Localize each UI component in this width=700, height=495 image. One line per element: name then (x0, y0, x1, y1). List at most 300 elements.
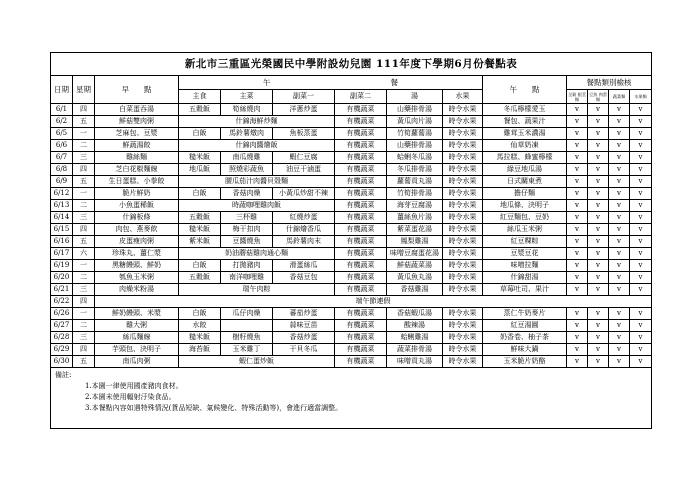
combined-lunch-cell: 時蔬咖哩雞肉飯 (179, 200, 335, 212)
snack-cell: 蒸仁牛奶麥片 (483, 308, 567, 320)
snack-cell: 雞茸玉米濃湯 (483, 128, 567, 140)
soup-cell: 冬瓜排骨湯 (387, 164, 443, 176)
main-dish-cell: 玉米雞丁 (221, 344, 273, 356)
fruit-cell: 時令水果 (443, 272, 483, 284)
side-dish-2-cell: 有機蔬菜 (335, 332, 387, 344)
snack-cell: 鮮味大鍋 (483, 344, 567, 356)
check-vegetables-cell: v (609, 188, 630, 200)
staple-cell: 水餃 (179, 320, 221, 332)
snack-cell: 紅豆湯圓 (483, 320, 567, 332)
check-vegetables-cell: v (609, 272, 630, 284)
snack-cell: 擔仔麵 (483, 188, 567, 200)
fruit-cell: 時令水果 (443, 320, 483, 332)
header-soup: 湯 (387, 90, 443, 104)
check-grains-cell: v (567, 248, 588, 260)
side-dish-1-cell: 蒜味豆苗 (273, 320, 335, 332)
staple-cell: 海苔飯 (179, 344, 221, 356)
check-fruits-cell: v (630, 128, 652, 140)
fruit-cell: 時令水果 (443, 128, 483, 140)
date-cell: 6/21 (51, 284, 73, 296)
weekday-cell: 六 (73, 248, 95, 260)
side-dish-2-cell: 有機蔬菜 (335, 308, 387, 320)
table-row (51, 224, 652, 236)
combined-lunch-cell: 腰瓜茄汁肉醬貝殼麵 (179, 176, 335, 188)
table-row (51, 116, 652, 128)
table-row (51, 188, 652, 200)
check-grains-cell: v (567, 260, 588, 272)
header-protein: 豆魚 肉蛋類 (588, 91, 608, 102)
table-row (51, 212, 652, 224)
side-dish-1-cell: 滑蛋絲瓜 (273, 260, 335, 272)
fruit-cell: 時令水果 (443, 152, 483, 164)
snack-cell: 什錦甜湯 (483, 272, 567, 284)
soup-cell: 黃瓜魚丸湯 (387, 272, 443, 284)
soup-cell: 蛤蜊雞湯 (387, 332, 443, 344)
check-grains-cell: v (567, 236, 588, 248)
check-vegetables-cell: v (609, 284, 630, 296)
header-staple: 主食 (179, 90, 221, 104)
main-dish-cell: 馬鈴薯燉肉 (221, 128, 273, 140)
side-dish-2-cell: 有機蔬菜 (335, 116, 387, 128)
side-dish-1-cell: 香菇炒蛋 (273, 332, 335, 344)
main-dish-cell: 照燒彩蔬魚 (221, 164, 273, 176)
staple-cell: 五穀飯 (179, 272, 221, 284)
check-protein-cell: v (588, 248, 609, 260)
side-dish-2-cell: 有機蔬菜 (335, 152, 387, 164)
check-protein-cell: v (588, 320, 609, 332)
weekday-cell: 五 (73, 356, 95, 368)
soup-cell: 竹筍蘿蔔湯 (387, 128, 443, 140)
date-cell: 6/27 (51, 320, 73, 332)
side-dish-1-cell: 油豆干滷蛋 (273, 164, 335, 176)
combined-lunch-cell: 什錦肉醬燴飯 (179, 140, 335, 152)
soup-cell: 薑絲魚片湯 (387, 212, 443, 224)
breakfast-cell: 雞絲麵 (95, 152, 179, 164)
weekday-cell: 四 (73, 344, 95, 356)
check-grains-cell: v (567, 140, 588, 152)
main-dish-cell: 香菇肉燥 (221, 188, 273, 200)
weekday-cell: 二 (73, 272, 95, 284)
check-protein-cell: v (588, 188, 609, 200)
date-cell: 6/26 (51, 308, 73, 320)
snack-cell: 玉米脆片奶酪 (483, 356, 567, 368)
check-vegetables-cell: v (609, 128, 630, 140)
soup-cell: 香菇蝦瓜湯 (387, 308, 443, 320)
check-protein-cell: v (588, 272, 609, 284)
snack-cell: 地瓜條、決明子 (483, 200, 567, 212)
side-dish-2-cell: 有機蔬菜 (335, 104, 387, 116)
table-row (51, 272, 652, 284)
snack-cell: 草莓吐司、果汁 (483, 284, 567, 296)
check-protein-cell: v (588, 212, 609, 224)
table-row (51, 104, 652, 116)
table-row (51, 332, 652, 344)
side-dish-1-cell: 什錦燴香瓜 (273, 224, 335, 236)
soup-cell: 鮮菇蔬菜湯 (387, 260, 443, 272)
side-dish-1-cell: 洋蔥炒蛋 (273, 104, 335, 116)
check-protein-cell: v (588, 164, 609, 176)
header-date: 日期 (51, 76, 73, 104)
soup-cell: 蛤蜊冬瓜湯 (387, 152, 443, 164)
check-fruits-cell: v (630, 236, 652, 248)
fruit-cell: 時令水果 (443, 248, 483, 260)
weekday-cell: 三 (73, 152, 95, 164)
date-cell: 6/12 (51, 188, 73, 200)
weekday-cell: 一 (73, 260, 95, 272)
check-protein-cell: v (588, 140, 609, 152)
menu-sheet (50, 52, 651, 429)
snack-cell: 餐包、蔬果汁 (483, 116, 567, 128)
check-vegetables-cell: v (609, 176, 630, 188)
check-grains-cell: v (567, 308, 588, 320)
soup-cell: 蘿蔔貢丸湯 (387, 176, 443, 188)
check-fruits-cell: v (630, 176, 652, 188)
fruit-cell: 時令水果 (443, 176, 483, 188)
note-item: 3.本餐點內容如遇特殊情況(貨品短缺、氣候變化、特殊活動等)，會進行適當調整。 (85, 404, 343, 412)
check-grains-cell: v (567, 176, 588, 188)
page-title: 新北市三重區光榮國民中學附設幼兒園 111年度下學期6月份餐點表 (51, 53, 652, 76)
check-vegetables-cell: v (609, 344, 630, 356)
side-dish-2-cell: 有機蔬菜 (335, 200, 387, 212)
soup-cell: 味噌貢丸湯 (387, 356, 443, 368)
side-dish-2-cell: 有機蔬菜 (335, 344, 387, 356)
staple-cell: 白飯 (179, 260, 221, 272)
weekday-cell: 四 (73, 164, 95, 176)
check-fruits-cell: v (630, 200, 652, 212)
main-dish-cell (221, 320, 273, 332)
check-grains-cell: v (567, 212, 588, 224)
date-cell: 6/22 (51, 296, 73, 308)
breakfast-cell: 鮮菇雙肉粥 (95, 116, 179, 128)
soup-cell: 味噌豆腐蛋花湯 (387, 248, 443, 260)
side-dish-1-cell: 蝦仁豆腐 (273, 152, 335, 164)
header-breakfast: 早 點 (95, 76, 179, 104)
check-vegetables-cell: v (609, 200, 630, 212)
date-cell: 6/2 (51, 116, 73, 128)
check-protein-cell: v (588, 236, 609, 248)
table-row (51, 140, 652, 152)
table-row (51, 164, 652, 176)
check-protein-cell: v (588, 260, 609, 272)
check-protein-cell: v (588, 200, 609, 212)
check-protein-cell: v (588, 104, 609, 116)
check-vegetables-cell: v (609, 248, 630, 260)
check-vegetables-cell: v (609, 236, 630, 248)
table-row (51, 248, 652, 260)
soup-cell: 鳳梨雞湯 (387, 236, 443, 248)
check-fruits-cell: v (630, 308, 652, 320)
check-grains-cell: v (567, 188, 588, 200)
main-dish-cell: 梅干扣肉 (221, 224, 273, 236)
date-cell: 6/6 (51, 140, 73, 152)
check-grains-cell: v (567, 152, 588, 164)
fruit-cell: 時令水果 (443, 284, 483, 296)
table-row (51, 260, 652, 272)
date-cell: 6/5 (51, 128, 73, 140)
check-vegetables-cell: v (609, 356, 630, 368)
main-dish-cell: 瓜仔肉燥 (221, 308, 273, 320)
check-protein-cell: v (588, 116, 609, 128)
check-fruits-cell: v (630, 356, 652, 368)
check-protein-cell: v (588, 308, 609, 320)
snack-cell: 馬拉糕、蜂蜜檸檬 (483, 152, 567, 164)
side-dish-2-cell: 有機蔬菜 (335, 128, 387, 140)
fruit-cell: 時令水果 (443, 260, 483, 272)
fruit-cell: 時令水果 (443, 188, 483, 200)
main-dish-cell: 豆醬燒魚 (221, 236, 273, 248)
check-fruits-cell: v (630, 344, 652, 356)
weekday-cell: 三 (73, 284, 95, 296)
breakfast-cell: 鮮蔬湯餃 (95, 140, 179, 152)
main-dish-cell: 樹籽燒魚 (221, 332, 273, 344)
soup-cell: 黃瓜肉片湯 (387, 116, 443, 128)
staple-cell: 糙米飯 (179, 332, 221, 344)
table-row (51, 308, 652, 320)
side-dish-2-cell: 有機蔬菜 (335, 248, 387, 260)
check-grains-cell: v (567, 164, 588, 176)
check-fruits-cell: v (630, 224, 652, 236)
notes-label: 備註: (55, 371, 72, 379)
check-grains-cell: v (567, 284, 588, 296)
breakfast-cell: 鮮奶饅頭、米漿 (95, 308, 179, 320)
check-vegetables-cell: v (609, 152, 630, 164)
breakfast-cell: 白菜蛋吞湯 (95, 104, 179, 116)
check-fruits-cell: v (630, 260, 652, 272)
fruit-cell: 時令水果 (443, 308, 483, 320)
side-dish-2-cell: 有機蔬菜 (335, 236, 387, 248)
breakfast-cell: 芝麻包、豆漿 (95, 128, 179, 140)
fruit-cell: 時令水果 (443, 164, 483, 176)
check-vegetables-cell: v (609, 104, 630, 116)
check-grains-cell: v (567, 344, 588, 356)
check-vegetables-cell: v (609, 212, 630, 224)
header-check: 餐點類別檢核 (567, 76, 652, 90)
check-protein-cell: v (588, 332, 609, 344)
side-dish-2-cell: 有機蔬菜 (335, 224, 387, 236)
side-dish-2-cell: 有機蔬菜 (335, 260, 387, 272)
check-grains-cell: v (567, 104, 588, 116)
fruit-cell: 時令水果 (443, 140, 483, 152)
breakfast-cell: 小魚蛋稀飯 (95, 200, 179, 212)
header-main: 主菜 (221, 90, 273, 104)
check-protein-cell: v (588, 356, 609, 368)
soup-cell: 酸辣湯 (387, 320, 443, 332)
note-item: 2.本園未使用輻射汙染食品。 (85, 393, 176, 401)
main-dish-cell: 打拋豬肉 (221, 260, 273, 272)
date-cell: 6/28 (51, 332, 73, 344)
fruit-cell: 時令水果 (443, 236, 483, 248)
table-row (51, 152, 652, 164)
breakfast-cell: 絲瓜麵線 (95, 332, 179, 344)
header-side2: 副菜二 (335, 90, 387, 104)
main-dish-cell: 南洋咖哩雞 (221, 272, 273, 284)
date-cell: 6/17 (51, 248, 73, 260)
fruit-cell: 時令水果 (443, 224, 483, 236)
weekday-cell: 四 (73, 104, 95, 116)
check-vegetables-cell: v (609, 224, 630, 236)
check-protein-cell: v (588, 128, 609, 140)
header-snack: 午 點 (483, 76, 567, 104)
check-protein-cell: v (588, 224, 609, 236)
check-vegetables-cell: v (609, 164, 630, 176)
table-row (51, 176, 652, 188)
date-cell: 6/20 (51, 272, 73, 284)
side-dish-2-cell: 有機蔬菜 (335, 140, 387, 152)
snack-cell: 冬瓜檸檬愛玉 (483, 104, 567, 116)
check-fruits-cell: v (630, 332, 652, 344)
breakfast-cell: 什錦板條 (95, 212, 179, 224)
soup-cell: 紫菜蛋花湯 (387, 224, 443, 236)
breakfast-cell: 肉包、燕麥飲 (95, 224, 179, 236)
staple-cell: 白飯 (179, 128, 221, 140)
check-grains-cell: v (567, 200, 588, 212)
check-protein-cell: v (588, 176, 609, 188)
staple-cell: 五穀飯 (179, 212, 221, 224)
weekday-cell: 四 (73, 296, 95, 308)
check-grains-cell: v (567, 116, 588, 128)
fruit-cell: 時令水果 (443, 104, 483, 116)
weekday-cell: 一 (73, 188, 95, 200)
check-fruits-cell: v (630, 284, 652, 296)
weekday-cell: 二 (73, 320, 95, 332)
snack-cell: 味噌拉麵 (483, 260, 567, 272)
staple-cell: 五穀飯 (179, 104, 221, 116)
date-cell: 6/19 (51, 260, 73, 272)
side-dish-1-cell: 小黃瓜炒甜不辣 (273, 188, 335, 200)
weekday-cell: 四 (73, 224, 95, 236)
date-cell: 6/7 (51, 152, 73, 164)
fruit-cell: 時令水果 (443, 200, 483, 212)
weekday-cell: 三 (73, 332, 95, 344)
holiday-cell: 端午節連假 (95, 296, 652, 308)
check-vegetables-cell: v (609, 140, 630, 152)
table-row (51, 128, 652, 140)
fruit-cell: 時令水果 (443, 332, 483, 344)
weekday-cell: 五 (73, 236, 95, 248)
check-grains-cell: v (567, 332, 588, 344)
check-grains-cell: v (567, 272, 588, 284)
staple-cell: 白飯 (179, 188, 221, 200)
breakfast-cell: 瓠魚玉米粥 (95, 272, 179, 284)
staple-cell: 紫米飯 (179, 236, 221, 248)
fruit-cell: 時令水果 (443, 116, 483, 128)
table-row (51, 284, 652, 296)
side-dish-1-cell: 魚板蒸蛋 (273, 128, 335, 140)
fruit-cell: 時令水果 (443, 344, 483, 356)
snack-cell: 綠豆地瓜湯 (483, 164, 567, 176)
date-cell: 6/9 (51, 176, 73, 188)
weekday-cell: 一 (73, 308, 95, 320)
side-dish-1-cell: 香菇豆包 (273, 272, 335, 284)
header-fruits: 水果類 (630, 90, 652, 104)
check-fruits-cell: v (630, 248, 652, 260)
soup-cell: 蔬菜排骨湯 (387, 344, 443, 356)
check-fruits-cell: v (630, 140, 652, 152)
table-row (51, 236, 652, 248)
check-fruits-cell: v (630, 104, 652, 116)
table-row (51, 320, 652, 332)
breakfast-cell: 珍珠丸、薑仁漿 (95, 248, 179, 260)
breakfast-cell: 生日蛋糕、小拳餃 (95, 176, 179, 188)
breakfast-cell: 南瓜肉粥 (95, 356, 179, 368)
check-vegetables-cell: v (609, 260, 630, 272)
snack-cell: 紅豆麵包、豆奶 (483, 212, 567, 224)
date-cell: 6/30 (51, 356, 73, 368)
combined-lunch-cell: 什錦海鮮炒麵 (179, 116, 335, 128)
snack-cell: 仙草奶凍 (483, 140, 567, 152)
snack-cell: 日式關東煮 (483, 176, 567, 188)
side-dish-2-cell: 有機蔬菜 (335, 284, 387, 296)
check-vegetables-cell: v (609, 332, 630, 344)
fruit-cell: 時令水果 (443, 356, 483, 368)
side-dish-2-cell: 有機蔬菜 (335, 212, 387, 224)
breakfast-cell: 肉燥米粉湯 (95, 284, 179, 296)
combined-lunch-cell: 瑞午肉粽 (179, 284, 335, 296)
snack-cell: 紅豆粿粽 (483, 236, 567, 248)
breakfast-cell: 芝白花椒麵線 (95, 164, 179, 176)
check-protein-cell: v (588, 344, 609, 356)
notes-box (51, 368, 652, 429)
snack-cell: 絲瓜玉米粥 (483, 224, 567, 236)
header-side1: 副菜一 (273, 90, 335, 104)
staple-cell: 白飯 (179, 308, 221, 320)
weekday-cell: 五 (73, 116, 95, 128)
staple-cell: 地瓜飯 (179, 164, 221, 176)
table-row (51, 356, 652, 368)
weekday-cell: 二 (73, 200, 95, 212)
header-weekday: 星期 (73, 76, 95, 104)
menu-table (50, 52, 652, 429)
staple-cell: 糙米飯 (179, 224, 221, 236)
main-dish-cell: 三杯雞 (221, 212, 273, 224)
check-fruits-cell: v (630, 212, 652, 224)
date-cell: 6/8 (51, 164, 73, 176)
check-grains-cell: v (567, 320, 588, 332)
check-protein-cell: v (588, 152, 609, 164)
fruit-cell: 時令水果 (443, 212, 483, 224)
side-dish-2-cell: 有機蔬菜 (335, 188, 387, 200)
soup-cell: 海芽豆腐湯 (387, 200, 443, 212)
side-dish-1-cell: 干貝冬瓜 (273, 344, 335, 356)
check-fruits-cell: v (630, 320, 652, 332)
snack-cell: 豆漿豆花 (483, 248, 567, 260)
date-cell: 6/1 (51, 104, 73, 116)
note-item: 1.本園一律使用國產豬肉食材。 (85, 382, 183, 390)
breakfast-cell: 皮蛋瘦肉粥 (95, 236, 179, 248)
side-dish-1-cell: 蕃茄炒蛋 (273, 308, 335, 320)
check-vegetables-cell: v (609, 308, 630, 320)
check-fruits-cell: v (630, 272, 652, 284)
weekday-cell: 一 (73, 128, 95, 140)
check-grains-cell: v (567, 224, 588, 236)
side-dish-1-cell: 馬鈴薯肉末 (273, 236, 335, 248)
date-cell: 6/15 (51, 224, 73, 236)
snack-cell: 奶香卷、柚子茶 (483, 332, 567, 344)
check-fruits-cell: v (630, 116, 652, 128)
check-grains-cell: v (567, 128, 588, 140)
combined-lunch-cell: 奶油蘑菇雞肉通心麵 (179, 248, 335, 260)
table-row (51, 344, 652, 356)
combined-lunch-cell: 蝦仁蛋炒飯 (179, 356, 335, 368)
check-vegetables-cell: v (609, 116, 630, 128)
side-dish-2-cell: 有機蔬菜 (335, 356, 387, 368)
soup-cell: 山藥排骨湯 (387, 104, 443, 116)
weekday-cell: 二 (73, 140, 95, 152)
side-dish-2-cell: 有機蔬菜 (335, 164, 387, 176)
header-fruit: 水果 (443, 90, 483, 104)
side-dish-1-cell: 紅燒炒蛋 (273, 212, 335, 224)
check-protein-cell: v (588, 284, 609, 296)
